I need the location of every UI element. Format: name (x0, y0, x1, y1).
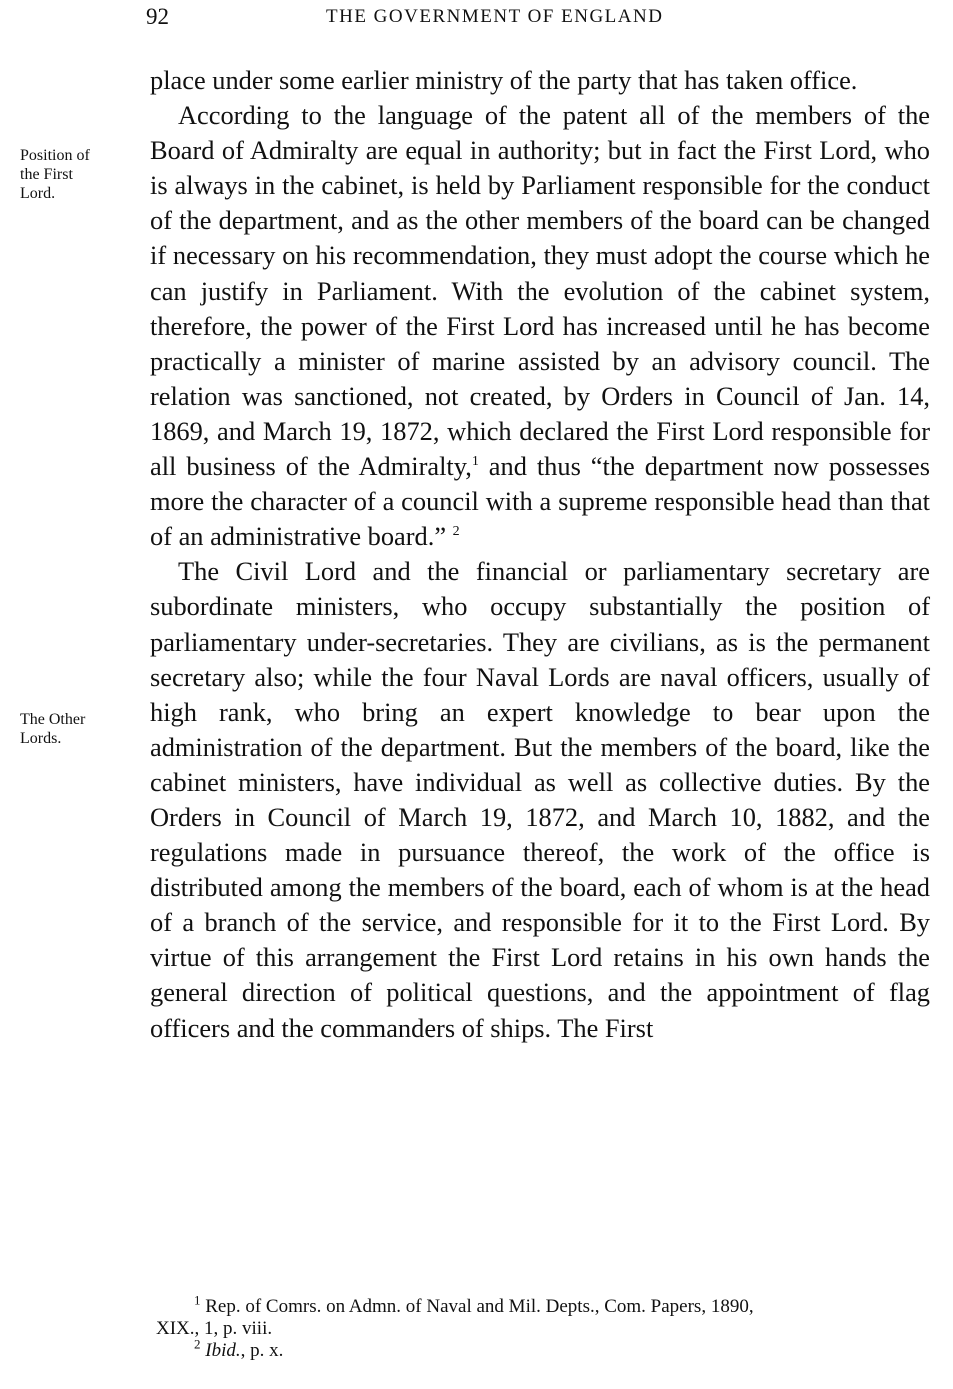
footnote-ref-2: 2 (452, 524, 460, 540)
body-text (150, 63, 930, 1046)
margin-note-line: the First (20, 166, 73, 183)
paragraph-other-lords: The Civil Lord and the financial or parliamentary secretary are subordinate ministers, who occupy substantially the position of parliamentary under-secretaries. They are civilians, as is the permanent secretary also; while the four Naval Lords are naval officers, usually of high rank, who bring an expert knowledge to bear upon the administration of the department. But the members of the board, like the cabinet ministers, have individual as well as collective duties. By the Orders in Council of March 19, 1872, and March 10, 1882, and the regulations made in pursuance thereof, the work of the office is distributed among the members of the board, each of whom is at the head of a branch of the service, and responsible for it to the First Lord. By virtue of this arrangement the First Lord retains in his own hands the general direction of political questions, and the appointment of flag officers and the commanders of ships. The First (150, 556, 930, 1043)
running-head (146, 2, 756, 32)
paragraph-continuation: place under some earlier ministry of the party that has taken office. (150, 65, 858, 95)
margin-note-line: Lord. (20, 185, 56, 202)
footnote-1 (156, 1292, 931, 1340)
paragraph-text: According to the language of the patent all of the members of the Board of Admiralty are equal in authority; but in fact the First Lord, who is always in the cabinet, is held by Parliament responsible for the conduct of the department, and as the other members of the board can be changed if necessary on his recommendation, they must adopt the course which he can justify in Parliament. With the evolution of the cabinet system, therefore, the power of the First Lord has increased until he has become practically a minister of marine assisted by an advisory council. The relation was sanctioned, not created, by Orders in Council of Jan. 14, 1869, and March 19, 1872, which declared the First Lord responsible for all business of the Admiralty, (150, 100, 930, 482)
footnote-marker: 1 (194, 1292, 201, 1308)
running-title: THE GOVERNMENT OF ENGLAND (326, 6, 664, 27)
footnote-indent (156, 1296, 194, 1317)
footnote-text: Rep. of Comrs. on Admn. of Naval and Mil. Depts., Com. Papers, 1890, (205, 1296, 754, 1317)
paragraph-text: and thus “the department now possesses more the character of a council with a supreme responsible head than that of an administrative board.” (150, 451, 930, 552)
margin-note-other-lords (20, 710, 132, 748)
footnotes (156, 1292, 931, 1362)
margin-note-line: Position of (20, 147, 90, 164)
page-number: 92 (146, 4, 169, 29)
paragraph-first-lord (150, 98, 930, 554)
footnote-continuation: XIX., 1, p. viii. (156, 1318, 273, 1339)
margin-note-line: Lords. (20, 730, 62, 747)
footnote-2 (156, 1336, 931, 1362)
margin-note-line: The Other (20, 711, 86, 728)
footnote-ibid: Ibid. (205, 1340, 241, 1361)
footnote-ref-1: 1 (471, 454, 479, 470)
footnote-text: , p. x. (240, 1340, 284, 1361)
footnote-indent (156, 1340, 194, 1361)
footnote-marker: 2 (194, 1336, 201, 1352)
margin-note-position-of-first-lord (20, 146, 132, 203)
